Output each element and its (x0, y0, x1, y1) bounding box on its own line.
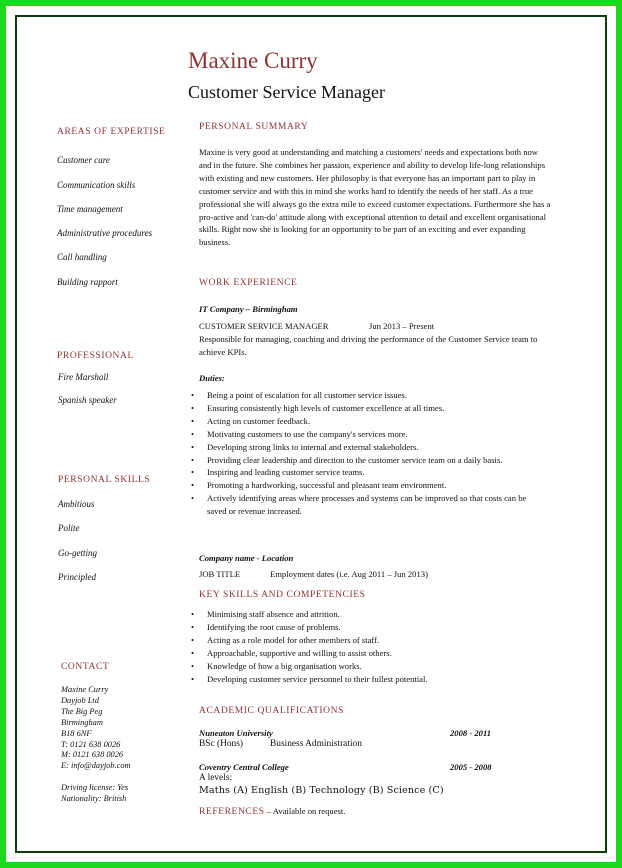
list-item: • Minimising staff absence and attrition. (188, 608, 538, 621)
job1-role: CUSTOMER SERVICE MANAGER (199, 321, 329, 331)
references-text: – Available on request. (264, 806, 346, 816)
job2-dates: Employment dates (i.e. Aug 2011 – Jun 2013) (270, 569, 428, 579)
job2-role: JOB TITLE (199, 569, 241, 579)
list-item: • Developing strong links to internal and external stakeholders. (188, 441, 538, 454)
contact-mobile: M: 0121 638 0026 (61, 750, 124, 760)
list-item: • Ensuring consistently high levels of customer excellence at all times. (188, 402, 538, 415)
expertise-item: Time management (57, 204, 123, 214)
candidate-job-title: Customer Service Manager (188, 82, 385, 102)
contact-city: Birmingham (61, 717, 103, 727)
expertise-item: Call handling (57, 252, 107, 262)
contact-block (61, 685, 131, 805)
contact-email: E: info@dayjob.com (61, 761, 131, 771)
list-item: • Inspiring and leading customer service teams. (188, 466, 538, 479)
job1-description: Responsible for managing, coaching and driving the performance of the Customer Service team to achieve KPIs. (199, 334, 538, 357)
university-subject: Business Administration (270, 739, 362, 749)
duties-label: Duties: (199, 373, 225, 383)
candidate-name: Maxine Curry (188, 48, 318, 73)
contact-phone: T: 0121 638 0026 (61, 739, 121, 749)
personal-skill-item: Principled (58, 572, 96, 582)
expertise-item: Communication skills (57, 180, 136, 190)
list-item: • Acting on customer feedback. (188, 415, 538, 428)
expertise-item: Administrative procedures (57, 228, 153, 238)
expertise-item: Building rapport (57, 277, 118, 287)
job1-dates: Jun 2013 – Present (369, 321, 435, 331)
personal-summary-heading: PERSONAL SUMMARY (199, 122, 309, 132)
a-levels-grades: Maths (A) English (B) Technology (B) Science (C) (199, 785, 444, 796)
a-levels-label: A levels: (199, 773, 233, 783)
contact-heading: CONTACT (61, 662, 110, 672)
list-item: • Promoting a hardworking, successful and pleasant team environment. (188, 479, 538, 492)
job1-company: IT Company – Birmingham (199, 304, 298, 314)
references-line (199, 806, 345, 817)
list-item: • Knowledge of how a big organisation works. (188, 660, 538, 673)
references-heading: REFERENCES (199, 807, 265, 817)
expertise-item: Customer care (57, 155, 110, 165)
list-item: • Approachable, supportive and willing to assist others. (188, 647, 538, 660)
personal-summary-text: Maxine is very good at understanding and matching a customers' needs and expectations both now and in the future. She combines her passion, experience and ability to develop life-long relationships with existing and new customers. Her philosophy is that everyone has an important part to play in customer service and with this in mind she works hard to identify the needs of her staff. As a true professional she will always go the extra mile to exceed customer expectations. Furthermore she has a pro-active and 'can-do' attitude along with exceptional attention to detail and excellent organisational skills. Right now she is looking for an opportunity to be part of an exciting and ever expanding business. (199, 147, 551, 248)
university-name: Nuneaton University (199, 728, 273, 738)
college-name: Coventry Central College (199, 762, 289, 772)
job2-company: Company name - Location (199, 553, 294, 563)
list-item: • Providing clear leadership and direction to the customer service team on a daily basis. (188, 454, 538, 467)
university-dates: 2008 - 2011 (450, 728, 492, 738)
duties-list (188, 389, 538, 518)
university-degree: BSc (Hons) (199, 739, 244, 749)
professional-item: Fire Marshall (58, 372, 109, 382)
list-item: • Acting as a role model for other members of staff. (188, 634, 538, 647)
key-skills-heading: KEY SKILLS AND COMPETENCIES (199, 590, 366, 600)
list-item: • Developing customer service personnel to their fullest potential. (188, 673, 538, 686)
personal-skill-item: Go-getting (58, 548, 97, 558)
personal-skill-item: Polite (58, 523, 80, 533)
personal-skill-item: Ambitious (58, 499, 95, 509)
professional-heading: PROFESSIONAL (57, 351, 134, 361)
driving-license: Driving license: Yes (61, 783, 129, 793)
professional-item: Spanish speaker (58, 395, 117, 405)
personal-skills-heading: PERSONAL SKILLS (58, 475, 151, 485)
list-item: • Being a point of escalation for all customer service issues. (188, 389, 538, 402)
list-item: • Motivating customers to use the company's services more. (188, 428, 538, 441)
college-dates: 2005 - 2008 (450, 762, 492, 772)
contact-postcode: B18 6NF (61, 728, 92, 738)
academic-heading: ACADEMIC QUALIFICATIONS (199, 706, 344, 716)
contact-company: Dayjob Ltd (61, 695, 99, 705)
key-skills-list (188, 608, 538, 685)
list-item: • Identifying the root cause of problems. (188, 621, 538, 634)
contact-name: Maxine Curry (61, 685, 109, 694)
nationality: Nationality: British (61, 794, 127, 804)
contact-street: The Big Peg (61, 706, 103, 716)
list-item: • Actively identifying areas where processes and systems can be improved so that costs can be saved or revenue increased. (188, 492, 538, 518)
expertise-heading: AREAS OF EXPERTISE (57, 127, 166, 137)
work-experience-heading: WORK EXPERIENCE (199, 278, 298, 288)
